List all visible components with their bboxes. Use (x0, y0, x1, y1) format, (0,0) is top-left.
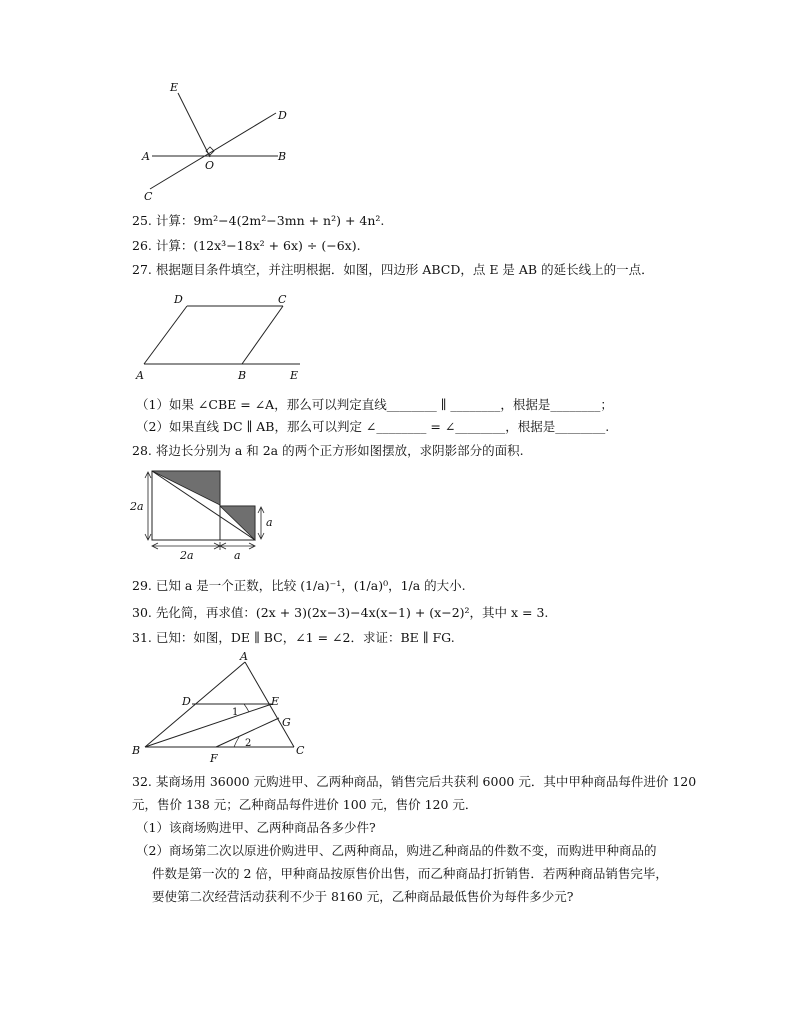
figure-angles (130, 75, 300, 205)
figure-triangle (126, 650, 326, 770)
label-C: C (144, 190, 153, 203)
question-32-sub1: （1）该商场购进甲、乙两种商品各多少件? (136, 820, 376, 835)
label-left: 2a (130, 500, 144, 513)
label-O: O (205, 159, 215, 172)
question-32-sub2-line1: （2）商场第二次以原进价购进甲、乙两种商品，购进乙种商品的件数不变，而购进甲种商品的 (136, 843, 657, 858)
question-32-line1: 32. 某商场用 36000 元购进甲、乙两种商品，销售完后共获利 6000 元．其中甲种商品每件进价 120 (132, 774, 697, 789)
label-E: E (170, 81, 179, 94)
question-27-sub1: （1）如果 ∠CBE = ∠A，那么可以判定直线________ ∥ ________，根据是________； (136, 397, 613, 412)
label-D: D (182, 695, 191, 708)
question-27: 27. 根据题目条件填空，并注明根据．如图，四边形 ABCD，点 E 是 AB 的延长线上的一点． (132, 262, 654, 277)
label-B: B (238, 369, 247, 382)
question-31: 31. 已知：如图，DE ∥ BC，∠1 = ∠2．求证：BE ∥ FG. (132, 630, 455, 645)
question-25: 25. 计算：9m²−4(2m²−3mn + n²) + 4n². (132, 213, 385, 228)
label-A: A (142, 150, 150, 163)
label-A: A (136, 369, 144, 382)
label-C: C (296, 744, 305, 757)
label-C: C (278, 293, 287, 306)
label-bottom-left: 2a (180, 549, 194, 562)
question-26: 26. 计算：(12x³−18x² + 6x) ÷ (−6x). (132, 238, 361, 253)
label-D: D (278, 109, 287, 122)
label-angle-1: 1 (232, 707, 239, 718)
label-G: G (282, 716, 291, 729)
label-angle-2: 2 (245, 738, 252, 749)
question-32-sub2-line3: 要使第二次经营活动获利不少于 8160 元，乙种商品最低售价为每件多少元? (152, 889, 574, 904)
question-30: 30. 先化简，再求值：(2x + 3)(2x−3)−4x(x−1) + (x−2)²，其中 x = 3. (132, 605, 549, 620)
label-E: E (290, 369, 299, 382)
figure-parallelogram (130, 288, 320, 388)
label-B: B (278, 150, 287, 163)
label-F: F (210, 752, 218, 765)
question-27-sub2: （2）如果直线 DC ∥ AB，那么可以判定 ∠________ = ∠________，根据是________. (136, 419, 610, 434)
question-28: 28. 将边长分别为 a 和 2a 的两个正方形如图摆放，求阴影部分的面积. (132, 443, 524, 458)
label-E: E (271, 695, 280, 708)
label-B: B (132, 744, 141, 757)
label-bottom-right: a (234, 549, 241, 562)
label-D: D (174, 293, 183, 306)
question-29: 29. 已知 a 是一个正数，比较 (1/a)⁻¹，(1/a)⁰，1/a 的大小. (132, 578, 466, 593)
question-32-sub2-line2: 件数是第一次的 2 倍，甲种商品按原售价出售，而乙种商品打折销售．若两种商品销售完毕， (152, 866, 668, 881)
figure-squares (128, 466, 288, 566)
label-right: a (266, 516, 273, 529)
question-32-line2: 元，售价 138 元；乙种商品每件进价 100 元，售价 120 元． (132, 797, 478, 812)
label-A: A (240, 650, 248, 663)
